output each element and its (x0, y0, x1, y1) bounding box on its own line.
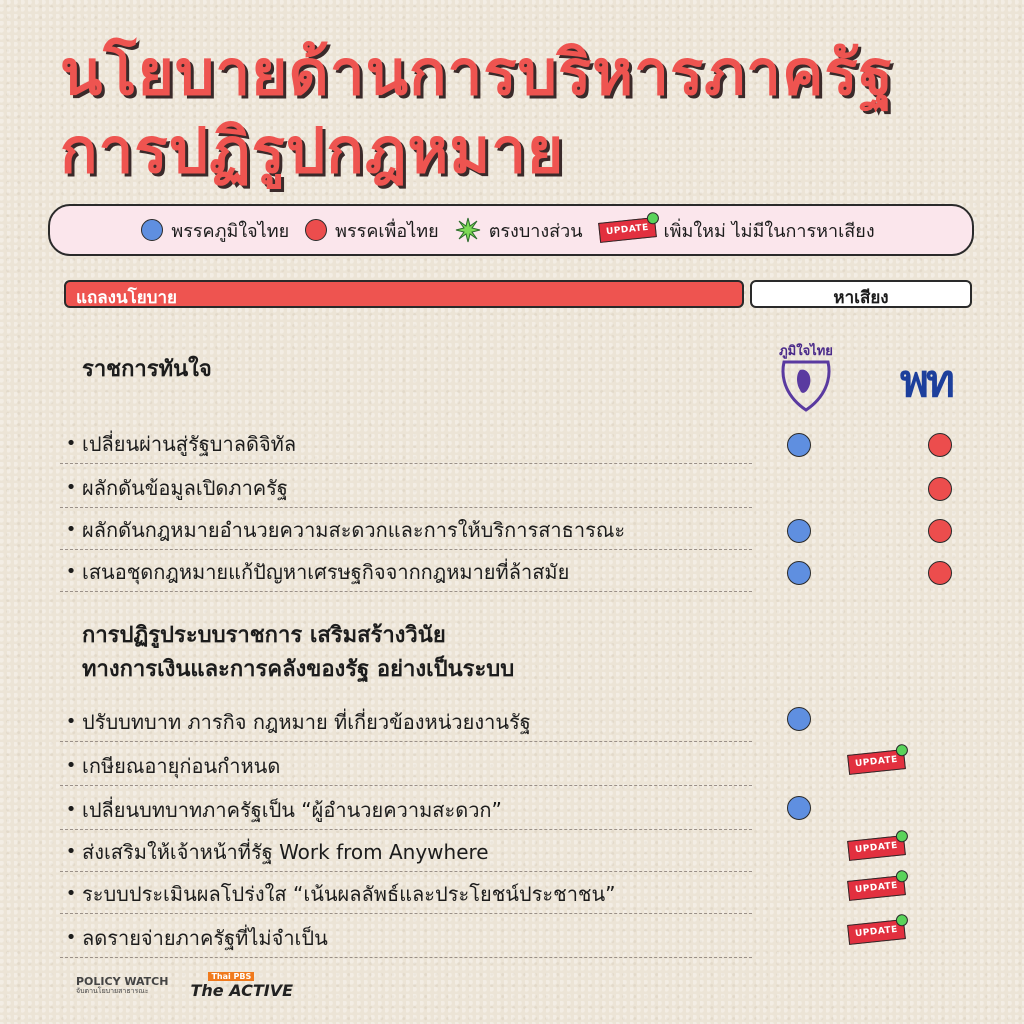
pt-dot-icon (928, 561, 952, 585)
header-policy-statement: แถลงนโยบาย (64, 280, 744, 308)
legend (48, 204, 974, 256)
section-title-2b: ทางการเงินและการคลังของรัฐ อย่างเป็นระบบ (82, 657, 515, 682)
bjt-dot-icon (787, 519, 811, 543)
bjt-dot-icon (787, 707, 811, 731)
bjt-dot-icon (787, 433, 811, 457)
blue-dot-icon (141, 219, 163, 241)
list-item: • เปลี่ยนผ่านสู่รัฐบาลดิจิทัล (60, 424, 752, 464)
bhumjaithai-logo: ภูมิใจไทย (776, 340, 836, 414)
list-item: • ลดรายจ่ายภาครัฐที่ไม่จำเป็น (60, 918, 752, 958)
header-campaign: หาเสียง (750, 280, 972, 308)
bjt-dot-icon (787, 796, 811, 820)
policywatch-logo: POLICY WATCH จับตานโยบายสาธารณะ (76, 975, 169, 996)
list-item: • ผลักดันกฎหมายอำนวยความสะดวกและการให้บริการสาธารณะ (60, 510, 752, 550)
update-badge-icon: UPDATE (847, 749, 906, 775)
update-badge-icon: UPDATE (847, 875, 906, 901)
section-title-1: ราชการทันใจ (82, 357, 212, 382)
list-item: • ส่งเสริมให้เจ้าหน้าที่รัฐ Work from Anywhere (60, 832, 752, 872)
bjt-dot-icon (787, 561, 811, 585)
section-title-2a: การปฏิรูประบบราชการ เสริมสร้างวินัย (82, 623, 446, 648)
pt-dot-icon (928, 433, 952, 457)
list-item: • ระบบประเมินผลโปร่งใส “เน้นผลลัพธ์และประโยชน์ประชาชน” (60, 874, 752, 914)
list-item: • เปลี่ยนบทบาทภาครัฐเป็น “ผู้อำนวยความสะดวก” (60, 790, 752, 830)
pt-dot-icon (928, 519, 952, 543)
footer (76, 972, 293, 1000)
legend-new: เพิ่มใหม่ ไม่มีในการหาเสียง (663, 220, 875, 242)
the-active-logo: Thai PBS The ACTIVE (190, 972, 294, 1000)
pheuthai-logo: พท (900, 356, 953, 407)
list-item: • ปรับบทบาท ภารกิจ กฎหมาย ที่เกี่ยวข้องหน่วยงานรัฐ (60, 702, 752, 742)
legend-partial: ตรงบางส่วน (488, 220, 583, 242)
update-badge-icon: UPDATE (598, 217, 657, 243)
red-dot-icon (305, 219, 327, 241)
starburst-icon (455, 217, 481, 243)
update-badge-icon: UPDATE (847, 919, 906, 945)
legend-pt: พรรคเพื่อไทย (335, 220, 439, 242)
legend-bjt: พรรคภูมิใจไทย (171, 220, 290, 242)
page-title-line1: นโยบายด้านการบริหารภาครัฐ (60, 36, 894, 109)
update-badge-icon: UPDATE (847, 835, 906, 861)
list-item: • เสนอชุดกฎหมายแก้ปัญหาเศรษฐกิจจากกฎหมายที่ล้าสมัย (60, 552, 752, 592)
pt-dot-icon (928, 477, 952, 501)
page-title-line2: การปฏิรูปกฎหมาย (60, 114, 565, 187)
list-item: • เกษียณอายุก่อนกำหนด (60, 746, 752, 786)
list-item: • ผลักดันข้อมูลเปิดภาครัฐ (60, 468, 752, 508)
